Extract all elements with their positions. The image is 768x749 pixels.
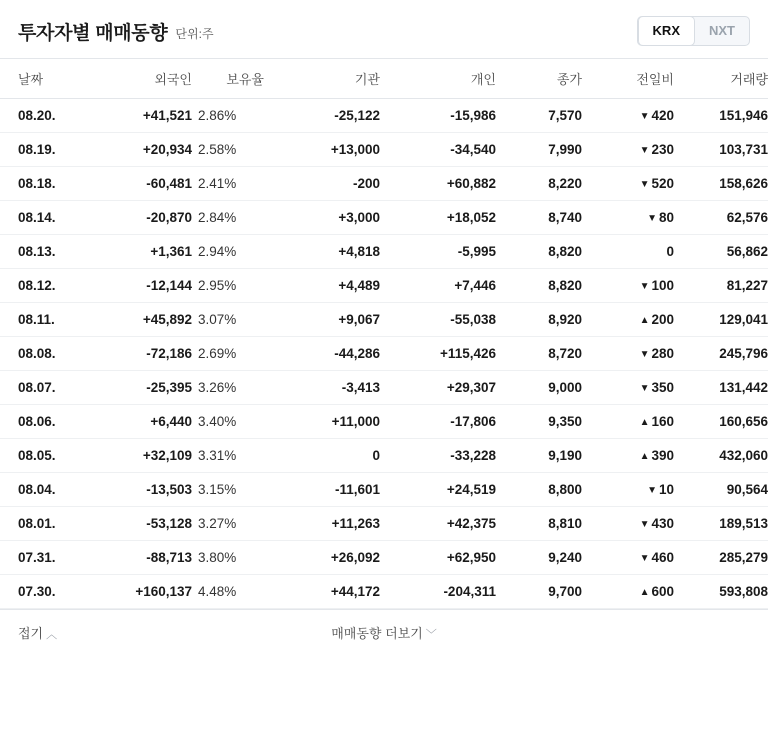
cell-foreign: +1,361 [88,235,192,269]
cell-change [582,473,674,507]
cell-change [582,133,674,167]
cell-holding-ratio: 2.95% [192,269,264,303]
cell-holding-ratio: 3.31% [192,439,264,473]
cell-volume: 245,796 [674,337,768,371]
cell-volume: 131,442 [674,371,768,405]
cell-change-value: 390 [651,448,674,463]
cell-change-value: 80 [658,210,674,225]
triangle-down-icon: ▼ [639,349,650,360]
unit-label: 단위:주 [175,26,214,41]
trend-table [0,58,768,609]
cell-change-value: 200 [651,312,674,327]
cell-institution: -200 [264,167,380,201]
cell-volume: 62,576 [674,201,768,235]
cell-date: 08.14. [0,201,88,235]
cell-foreign: -72,186 [88,337,192,371]
cell-close: 9,700 [496,575,582,609]
cell-institution: 0 [264,439,380,473]
cell-foreign: -53,128 [88,507,192,541]
cell-individual: +115,426 [380,337,496,371]
chevron-up-icon: ︿ [46,629,58,641]
cell-change-value: 420 [651,108,674,123]
table-row [0,371,768,405]
cell-change [582,269,674,303]
cell-institution: +11,000 [264,405,380,439]
market-tab-krx[interactable]: KRX [639,17,694,45]
cell-date: 08.12. [0,269,88,303]
cell-date: 08.01. [0,507,88,541]
cell-date: 08.13. [0,235,88,269]
triangle-down-icon: ▼ [639,553,650,564]
cell-holding-ratio: 3.40% [192,405,264,439]
cell-change-value: 100 [651,278,674,293]
panel-footer [0,609,768,655]
cell-change [582,167,674,201]
cell-institution: -3,413 [264,371,380,405]
triangle-down-icon: ▼ [647,485,657,496]
triangle-up-icon: ▲ [639,315,650,326]
cell-change [582,99,674,133]
more-label: 매매동향 더보기 [331,626,423,641]
cell-close: 8,920 [496,303,582,337]
cell-foreign: +45,892 [88,303,192,337]
cell-holding-ratio: 2.69% [192,337,264,371]
cell-individual: +42,375 [380,507,496,541]
cell-holding-ratio: 3.07% [192,303,264,337]
cell-date: 08.07. [0,371,88,405]
table-row [0,269,768,303]
cell-volume: 160,656 [674,405,768,439]
cell-close: 9,000 [496,371,582,405]
cell-holding-ratio: 3.27% [192,507,264,541]
cell-foreign: +32,109 [88,439,192,473]
cell-holding-ratio: 2.41% [192,167,264,201]
cell-change-value: 10 [658,482,674,497]
cell-volume: 285,279 [674,541,768,575]
cell-change [582,371,674,405]
col-individual: 개인 [380,59,496,99]
cell-holding-ratio: 3.26% [192,371,264,405]
cell-individual: +29,307 [380,371,496,405]
cell-individual: +62,950 [380,541,496,575]
cell-date: 08.06. [0,405,88,439]
table-row [0,439,768,473]
cell-individual: -204,311 [380,575,496,609]
triangle-down-icon: ▼ [639,281,650,292]
cell-volume: 593,808 [674,575,768,609]
table-row [0,473,768,507]
cell-change [582,201,674,235]
cell-foreign: -20,870 [88,201,192,235]
cell-individual: +18,052 [380,201,496,235]
col-foreign: 외국인 [88,59,192,99]
market-tab-nxt[interactable]: NXT [709,23,735,38]
table-row [0,507,768,541]
cell-institution: -25,122 [264,99,380,133]
cell-change [582,235,674,269]
cell-institution: +26,092 [264,541,380,575]
cell-volume: 432,060 [674,439,768,473]
cell-volume: 90,564 [674,473,768,507]
cell-institution: +44,172 [264,575,380,609]
cell-foreign: -60,481 [88,167,192,201]
table-row [0,201,768,235]
cell-change [582,439,674,473]
cell-holding-ratio: 3.15% [192,473,264,507]
cell-close: 9,240 [496,541,582,575]
triangle-down-icon: ▼ [639,179,650,190]
cell-date: 08.18. [0,167,88,201]
cell-change [582,405,674,439]
cell-close: 8,810 [496,507,582,541]
cell-foreign: +160,137 [88,575,192,609]
cell-holding-ratio: 4.48% [192,575,264,609]
cell-foreign: -13,503 [88,473,192,507]
table-row [0,133,768,167]
cell-volume: 81,227 [674,269,768,303]
cell-close: 8,820 [496,235,582,269]
triangle-down-icon: ▼ [639,145,650,156]
cell-close: 8,720 [496,337,582,371]
cell-change-value: 350 [651,380,674,395]
cell-individual: +24,519 [380,473,496,507]
cell-date: 08.04. [0,473,88,507]
cell-volume: 189,513 [674,507,768,541]
cell-holding-ratio: 3.80% [192,541,264,575]
cell-volume: 56,862 [674,235,768,269]
cell-institution: +3,000 [264,201,380,235]
cell-change-value: 430 [651,516,674,531]
cell-holding-ratio: 2.86% [192,99,264,133]
cell-institution: +4,489 [264,269,380,303]
cell-change-value: 0 [666,244,674,259]
cell-holding-ratio: 2.84% [192,201,264,235]
cell-institution: +4,818 [264,235,380,269]
cell-foreign: +6,440 [88,405,192,439]
table-row [0,99,768,133]
cell-volume: 103,731 [674,133,768,167]
market-toggle[interactable] [637,16,750,46]
cell-date: 08.11. [0,303,88,337]
col-holding-ratio: 보유율 [192,59,264,99]
cell-institution: -11,601 [264,473,380,507]
cell-close: 9,190 [496,439,582,473]
table-row [0,303,768,337]
cell-change [582,507,674,541]
cell-institution: +13,000 [264,133,380,167]
triangle-down-icon: ▼ [639,111,650,122]
cell-change [582,303,674,337]
cell-date: 08.20. [0,99,88,133]
cell-date: 08.19. [0,133,88,167]
table-header-row [0,59,768,99]
cell-foreign: -25,395 [88,371,192,405]
cell-institution: +11,263 [264,507,380,541]
panel-header [0,0,768,58]
table-row [0,541,768,575]
cell-change-value: 520 [651,176,674,191]
cell-change [582,337,674,371]
cell-close: 7,570 [496,99,582,133]
table-row [0,167,768,201]
table-row [0,575,768,609]
cell-foreign: +20,934 [88,133,192,167]
cell-individual: -33,228 [380,439,496,473]
triangle-up-icon: ▲ [639,451,650,462]
cell-date: 08.08. [0,337,88,371]
cell-close: 9,350 [496,405,582,439]
cell-volume: 151,946 [674,99,768,133]
cell-holding-ratio: 2.94% [192,235,264,269]
page-title: 투자자별 매매동향 [18,22,168,44]
table-body [0,99,768,609]
cell-close: 7,990 [496,133,582,167]
triangle-up-icon: ▲ [639,587,650,598]
col-institution: 기관 [264,59,380,99]
more-button[interactable] [0,623,768,642]
cell-change-value: 280 [651,346,674,361]
table-row [0,235,768,269]
col-date: 날짜 [0,59,88,99]
cell-volume: 158,626 [674,167,768,201]
cell-close: 8,740 [496,201,582,235]
cell-volume: 129,041 [674,303,768,337]
cell-individual: -5,995 [380,235,496,269]
triangle-up-icon: ▲ [639,417,650,428]
cell-change-value: 600 [651,584,674,599]
cell-change-value: 460 [651,550,674,565]
cell-date: 07.30. [0,575,88,609]
cell-individual: -34,540 [380,133,496,167]
cell-foreign: +41,521 [88,99,192,133]
table-row [0,337,768,371]
cell-holding-ratio: 2.58% [192,133,264,167]
cell-close: 8,800 [496,473,582,507]
cell-close: 8,220 [496,167,582,201]
triangle-down-icon: ▼ [639,519,650,530]
triangle-down-icon: ▼ [647,213,657,224]
cell-institution: -44,286 [264,337,380,371]
cell-individual: -55,038 [380,303,496,337]
cell-individual: -17,806 [380,405,496,439]
triangle-down-icon: ▼ [639,383,650,394]
chevron-down-icon: ﹀ [425,629,437,641]
cell-change [582,575,674,609]
table-row [0,405,768,439]
cell-date: 08.05. [0,439,88,473]
cell-date: 07.31. [0,541,88,575]
cell-individual: -15,986 [380,99,496,133]
col-volume: 거래량 [674,59,768,99]
cell-individual: +7,446 [380,269,496,303]
cell-institution: +9,067 [264,303,380,337]
cell-change [582,541,674,575]
cell-change-value: 160 [651,414,674,429]
cell-foreign: -12,144 [88,269,192,303]
cell-foreign: -88,713 [88,541,192,575]
collapse-label: 접기 [18,626,44,641]
col-change: 전일비 [582,59,674,99]
cell-close: 8,820 [496,269,582,303]
col-close: 종가 [496,59,582,99]
cell-change-value: 230 [651,142,674,157]
cell-individual: +60,882 [380,167,496,201]
